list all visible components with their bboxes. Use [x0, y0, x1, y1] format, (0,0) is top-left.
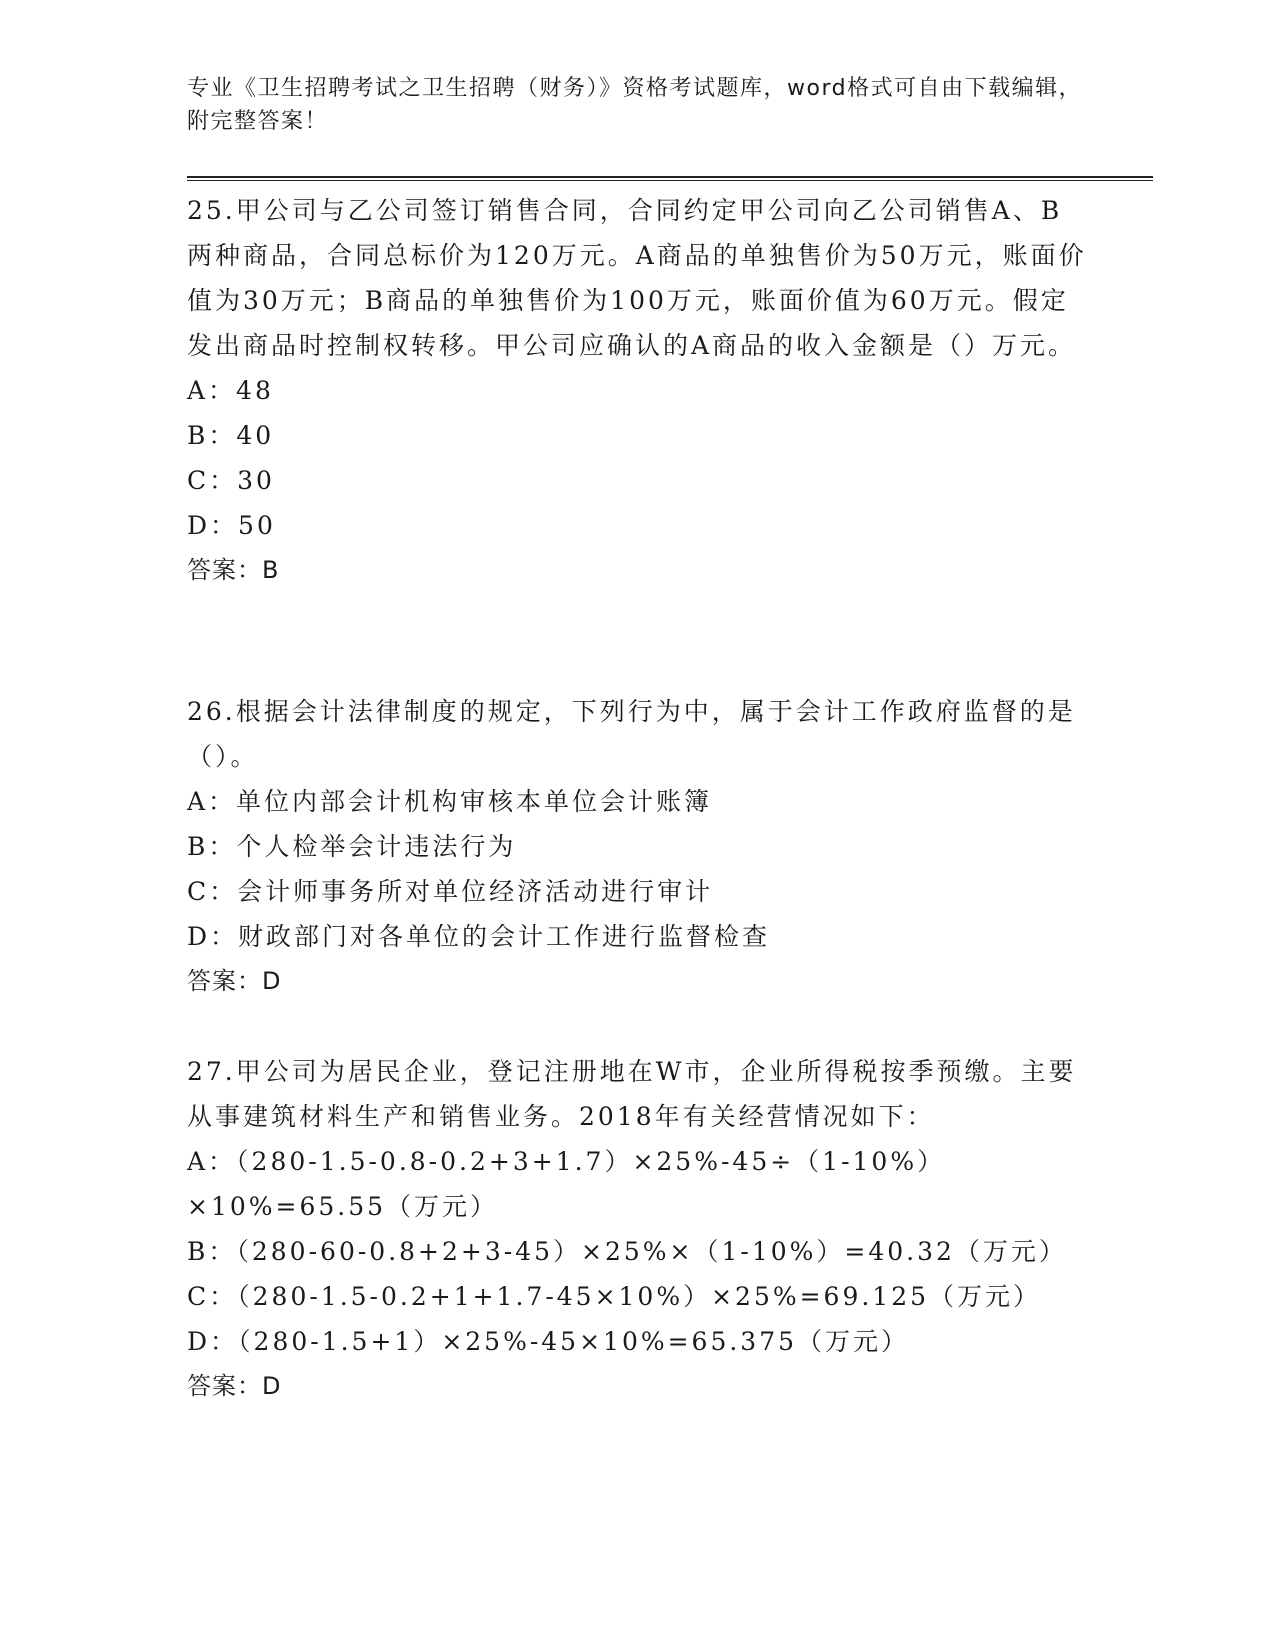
question-text: 26.根据会计法律制度的规定，下列行为中，属于会计工作政府监督的是（）。 [187, 697, 1076, 771]
option-a: A：（280-1.5-0.8-0.2+3+1.7）×25%-45÷（1-10%）×10%=65.55（万元） [187, 1147, 946, 1221]
document-header: 专业《卫生招聘考试之卫生招聘（财务）》资格考试题库，word格式可自由下载编辑，附完整答案！ [187, 76, 1083, 134]
option-d: D：（280-1.5+1）×25%-45×10%=65.375（万元） [187, 1327, 910, 1356]
option-c: C：（280-1.5-0.2+1+1.7-45×10%）×25%=69.125（万元） [187, 1282, 1042, 1311]
question-25 [187, 188, 1087, 593]
option-a: A：单位内部会计机构审核本单位会计账簿 [187, 787, 713, 816]
option-a: A：48 [187, 376, 274, 405]
answer-line: 答案：D [187, 1372, 282, 1400]
option-d: D：50 [187, 511, 276, 540]
header-divider [187, 176, 1153, 181]
option-b: B：（280-60-0.8+2+3-45）×25%×（1-10%）=40.32（万元） [187, 1237, 1067, 1266]
option-d: D：财政部门对各单位的会计工作进行监督检查 [187, 922, 771, 951]
answer-line: 答案：B [187, 556, 280, 584]
question-27 [187, 1049, 1087, 1409]
option-b: B：个人检举会计违法行为 [187, 832, 517, 861]
answer-line: 答案：D [187, 967, 282, 995]
question-26 [187, 689, 1087, 1004]
question-text: 27.甲公司为居民企业，登记注册地在W市，企业所得税按季预缴。主要从事建筑材料生产和销售业务。2018年有关经营情况如下： [187, 1057, 1077, 1131]
question-text: 25.甲公司与乙公司签订销售合同，合同约定甲公司向乙公司销售A、B两种商品，合同总标价为120万元。A商品的单独售价为50万元，账面价值为30万元；B商品的单独售价为100万元，账面价值为60万元。假定发出商品时控制权转移。甲公司应确认的A商品的收入金额是（）万元。 [187, 196, 1087, 360]
option-b: B：40 [187, 421, 275, 450]
option-c: C：30 [187, 466, 275, 495]
option-c: C：会计师事务所对单位经济活动进行审计 [187, 877, 714, 906]
